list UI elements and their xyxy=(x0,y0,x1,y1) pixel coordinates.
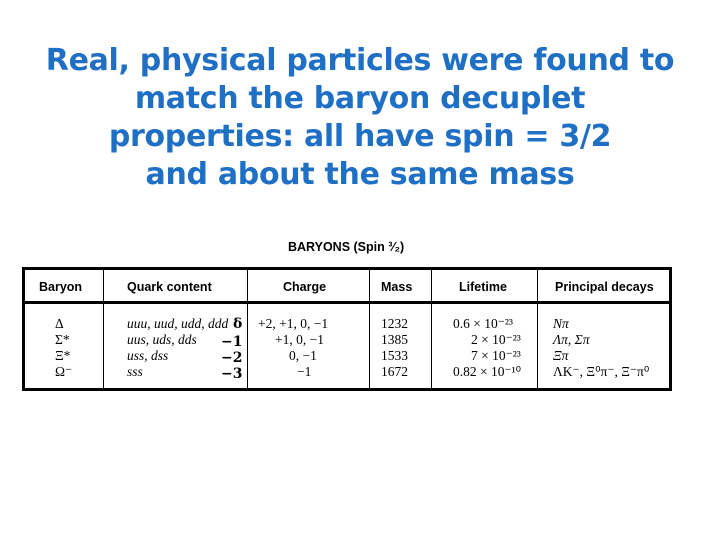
cell-lifetime: 0.6 × 10⁻²³ xyxy=(453,316,513,331)
cell-quark-content: uuu, uud, udd, ddd xyxy=(127,316,229,331)
cell-lifetime: 7 × 10⁻²³ xyxy=(471,348,521,363)
cell-baryon: Δ xyxy=(55,316,64,331)
cell-mass: 1533 xyxy=(381,348,408,363)
cell-charge: +2, +1, 0, −1 xyxy=(258,316,329,331)
cell-charge: +1, 0, −1 xyxy=(275,332,324,347)
header-baryon: Baryon xyxy=(39,280,83,294)
header-quark-content: Quark content xyxy=(127,280,212,294)
cell-quark-content: uss, dss xyxy=(127,348,169,363)
header-principal-decays: Principal decays xyxy=(555,280,654,294)
column-divider xyxy=(369,270,370,388)
header-charge: Charge xyxy=(283,280,327,294)
handwritten-mark: −3 xyxy=(221,366,243,382)
title-line: Real, physical particles were found to xyxy=(45,43,675,78)
cell-decays: Ξπ xyxy=(553,348,569,363)
handwritten-mark: δ xyxy=(233,316,243,332)
title-line: properties: all have spin = 3/2 xyxy=(108,119,612,154)
table-caption: BARYONS (Spin ³⁄₂) xyxy=(288,240,405,254)
baryon-table xyxy=(22,267,672,391)
cell-baryon: Ω⁻ xyxy=(55,364,73,379)
column-divider xyxy=(247,270,248,388)
handwritten-mark: −1 xyxy=(221,334,243,350)
header-mass: Mass xyxy=(381,280,413,294)
slide-title xyxy=(20,42,700,194)
title-line: and about the same mass xyxy=(145,157,575,192)
header-lifetime: Lifetime xyxy=(459,280,507,294)
column-divider xyxy=(431,270,432,388)
handwritten-mark: −2 xyxy=(221,350,243,366)
title-line: match the baryon decuplet xyxy=(134,81,586,116)
cell-mass: 1385 xyxy=(381,332,408,347)
cell-decays: ΛK⁻, Ξ⁰π⁻, Ξ⁻π⁰ xyxy=(553,364,650,379)
cell-charge: −1 xyxy=(297,364,312,379)
cell-lifetime: 0.82 × 10⁻¹⁰ xyxy=(453,364,522,379)
cell-baryon: Σ* xyxy=(55,332,70,347)
cell-baryon: Ξ* xyxy=(55,348,71,363)
cell-lifetime: 2 × 10⁻²³ xyxy=(471,332,521,347)
column-divider xyxy=(103,270,104,388)
cell-decays: Nπ xyxy=(553,316,569,331)
cell-charge: 0, −1 xyxy=(289,348,317,363)
cell-mass: 1672 xyxy=(381,364,408,379)
cell-quark-content: sss xyxy=(127,364,143,379)
cell-quark-content: uus, uds, dds xyxy=(127,332,197,347)
column-divider xyxy=(537,270,538,388)
cell-decays: Λπ, Σπ xyxy=(553,332,590,347)
cell-mass: 1232 xyxy=(381,316,408,331)
